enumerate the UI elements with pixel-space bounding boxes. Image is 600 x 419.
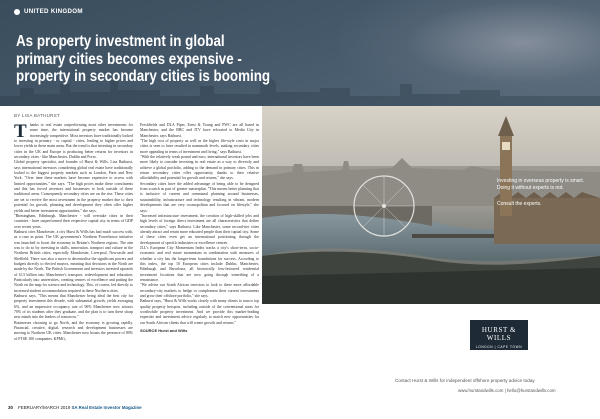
- advert-links[interactable]: www.hurstandwills.com | hello@hurstandwills.com: [458, 388, 556, 393]
- paragraph: Freshfields and DLA Piper, Ernst & Young and PWC are all based in Manchester, and the BBC and ITV have relocated to Media City in Manchester, says Bathurst.: [140, 123, 259, 138]
- article-column-1: [14, 123, 133, 400]
- byline: BY LISA BATHURST: [14, 113, 60, 118]
- photo-overlay-text: [497, 178, 597, 208]
- article-headline: As property investment in global primary cities becomes expensive - property in secondary cities is booming: [16, 33, 271, 86]
- paragraph: "Birmingham, Edinburgh, Manchester - will overtake cities in their countries - have outperformed their respective capital city in terms of GDP over recent years.: [14, 213, 133, 229]
- paragraph: Bathurst says, "Hurst & Wills works closely with many clients to source top quality property hotspots, including outside of the conventional areas for worthwhile property investment. And we provide this market-leading expertise and investment advice regularly to match new opportunities for our South African clients that will create growth and returns.": [140, 299, 259, 325]
- paragraph: Bathurst says, "This means that Manchester being ideal the best city for property investment this decade, with substantial growth, yields averaging 6%, and an impressive occupancy rate of 96% Manchester now attracts 70% of its students after they graduate, and the plan is to turn these sharp new minds into the leaders of tomorrow.": [14, 294, 133, 320]
- article-column-2: [140, 123, 259, 403]
- logo-cities: LONDON | CAPE TOWN: [475, 345, 523, 349]
- paragraph-text: hanks to real estate outperforming most other investments for some time, the international property market has become increasingly competitive. Most investors have traditionally looked to investing in primary - or capital - cities, leading to higher prices and lower yields in these main areas. But the trend is that investing in secondary cities in the UK and Europe is producing better returns for investors in secondary cities - like Manchester, Dublin and Porto.: [14, 123, 133, 160]
- paragraph: "With the relatively weak pound and euro, international investors have been more likely to consider investing in real estate as a way to diversify and achieve a global portfolio, adding to the demand in primary cities. This in return secondary cities offer opportunity, thanks to their relative affordability and potential for growth and returns," she says.: [140, 155, 259, 181]
- article-source: SOURCE Hurst and Wills: [140, 328, 188, 334]
- overlay-message: Investing in overseas property is smart. Doing it without experts is not.: [497, 178, 584, 191]
- uk-flag-icon: [14, 9, 20, 15]
- paragraph: Businesses choosing to go North, and the economy is growing rapidly. Financial, creative, digital, research and development businesses are moving to Northern UK cities. Manchester now boasts the presence of 80% of FTSE 100 companies. KPMG,: [14, 320, 133, 341]
- paragraph: Global property specialist, and founder of Hurst & Wills, Lisa Bathurst, says international investors considering global real estate have traditionally looked to the biggest property markets such as London, Paris and New York. "Over time these markets have become expensive to access with limited opportunities," she says. "The high prices make these constituents and this has forced investors and businesses to look outside of these traditional areas. Consequently secondary cities are on the rise. These cities are set to receive the most investment in the property market due to their potential for growth, planning and development they often offer higher yields and better investment opportunities," she says.: [14, 160, 133, 213]
- article-header: [0, 0, 600, 106]
- section-label: UNITED KINGDOM: [24, 8, 83, 15]
- page-footer: [8, 405, 142, 410]
- drop-cap: T: [14, 121, 27, 142]
- paragraph: Bathurst cites Manchester, a city Hurst & Wills has had much success with, as a case in point. The UK government's Northern Powerhouse initiative was launched to boost the economy in Britain's Northern regions. The aim was to do so by investing in skills, innovation, transport and culture in the Northern British cities, especially Manchester, Liverpool, Newcastle and Sheffield. There was also a move to decentralise the significant powers and budgets directly to elected mayors, meaning that decisions in the North are made by the North. The British Government and investors invested upwards of £13 billion into Manchester's transport, redevelopment and education. Particularly into universities, creating centres of excellence and putting the North on the map for science and technology. This, of course, led directly to increased student accommodation required in these Northern cities.: [14, 229, 133, 293]
- paragraph: JLL's European City Momentum Index tracks a city's short-term, socio-economic and real estate momentum in combination with measures of whether a city has the longer-term foundations for success. According to this index, the top 10 European cities include Dublin, Manchester, Edinburgh and Barcelona, all historically less-favoured residential investment locations that are now going through something of a renaissance.: [140, 245, 259, 282]
- advert-panel: [262, 304, 600, 410]
- paragraph: "The high cost of property as well as the higher life-style costs in major cities is seen to have resulted in mammoth levels, making secondary cities more appealing in terms of investment and living," says Bathurst.: [140, 139, 259, 154]
- page-number: 30: [8, 405, 13, 410]
- overlay-cta: Consult the experts.: [497, 201, 542, 208]
- paragraph: [14, 123, 133, 160]
- hurst-wills-logo: [470, 320, 528, 350]
- advert-contact-line: Contact Hurst & Wills for independent offshore property advice today.: [395, 378, 536, 383]
- paragraph: "Increased infrastructure investment, the creation of high-skilled jobs and high levels of foreign direct investment are all characteristics that define secondary cities," says Bathurst. Like Manchester, some second-tier cities already attract and retain more educated people than their capital city. Some of these cities even get an international positioning through the development of specific industries or excellence centres.: [140, 213, 259, 245]
- logo-name: HURST & WILLS: [481, 326, 517, 342]
- publication-name: SA Real Estate Investor Magazine: [71, 405, 142, 410]
- issue-date: FEBRUARY/MARCH 2019: [18, 405, 71, 410]
- paragraph: Secondary cities have the added advantage of being able to be designed from scratch as part of greater masterplan. "This means better planning that is inclusive of current and communal planning around businesses, sustainability, infrastructure and technology resulting in vibrant, modern developments that are very cosmopolitan and focused on lifestyle," she says.: [140, 181, 259, 213]
- section-badge: [14, 8, 83, 15]
- paragraph: "We advise our South African investors to look to these more affordable secondary-city markets to hedge or complement their current investments and grow their offshore portfolio," she says.: [140, 283, 259, 298]
